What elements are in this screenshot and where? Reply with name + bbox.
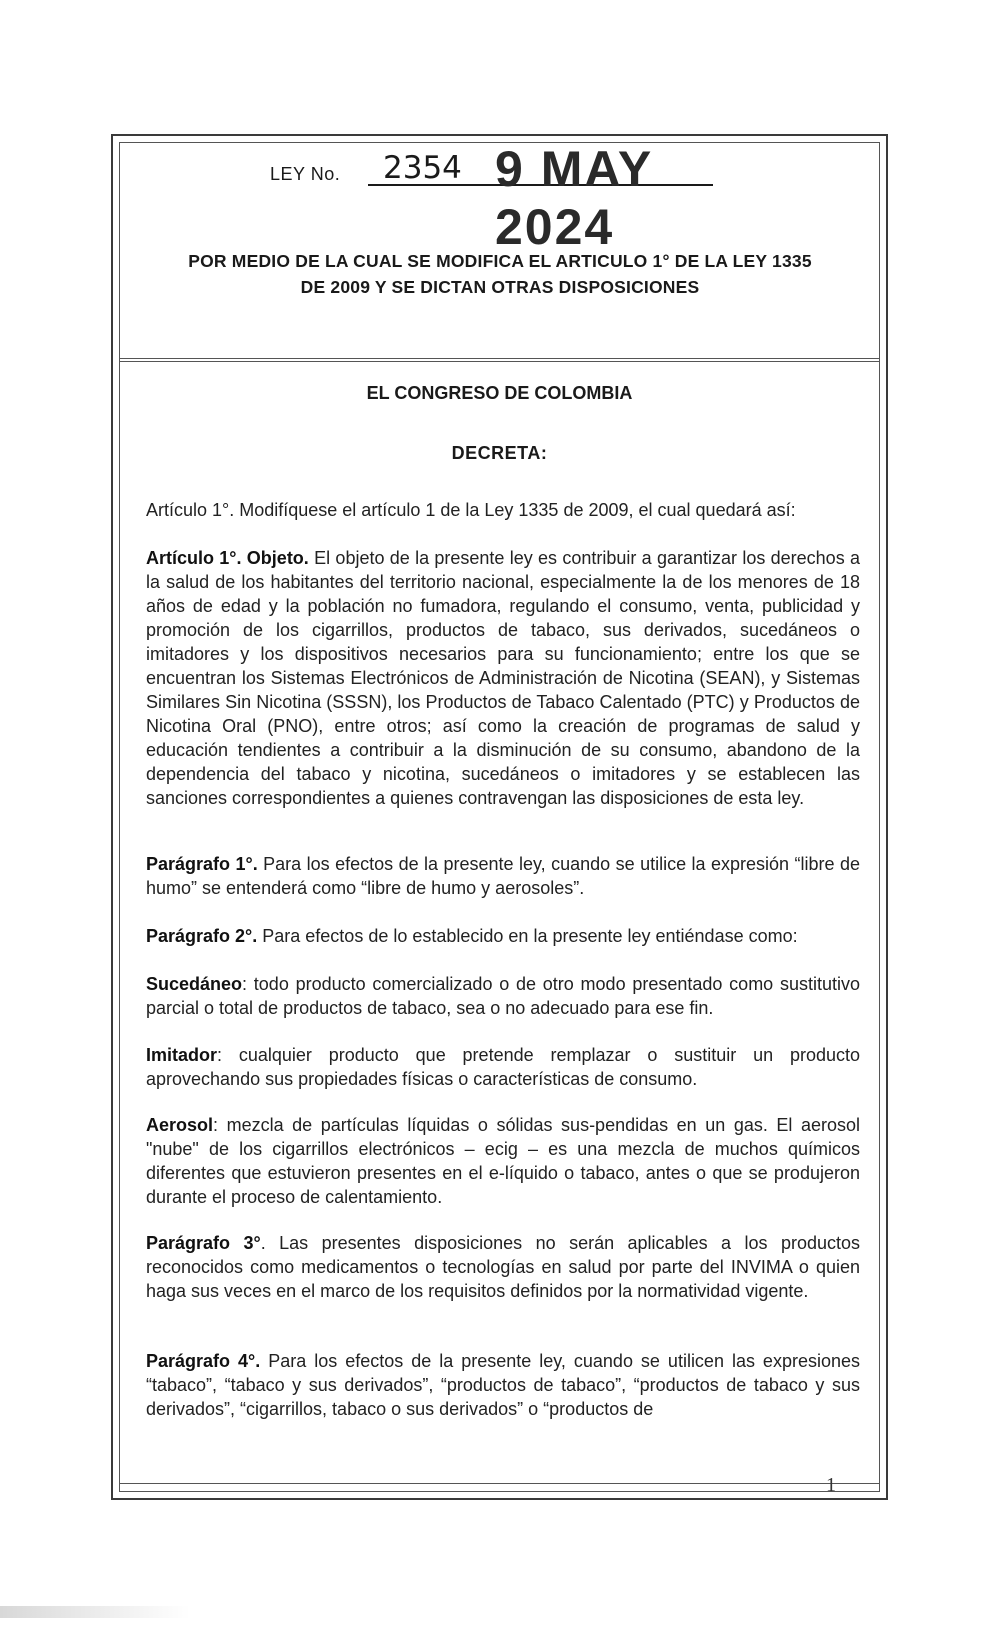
date-stamp: 9 MAY 2024 bbox=[495, 141, 653, 255]
congreso-heading: EL CONGRESO DE COLOMBIA bbox=[366, 383, 633, 403]
ley-header bbox=[270, 140, 730, 255]
ley-label: LEY No. bbox=[270, 164, 341, 184]
ley-number: 2354 bbox=[383, 150, 462, 186]
decreta-heading: DECRETA: bbox=[451, 443, 548, 463]
articulo-intro: Artículo 1°. Modifíquese el artículo 1 de la Ley 1335 de 2009, el cual quedará así: bbox=[146, 500, 796, 520]
articulo-1-paragraph bbox=[146, 546, 860, 810]
paragrafo-1 bbox=[146, 852, 860, 900]
definicion-aerosol bbox=[146, 1113, 860, 1209]
sucedaneo-heading: Sucedáneo bbox=[146, 974, 243, 994]
paragrafo-4 bbox=[146, 1349, 860, 1421]
paragrafo-2-text: Para efectos de lo establecido en la presente ley entiéndase como: bbox=[262, 926, 798, 946]
law-title-line-1: POR MEDIO DE LA CUAL SE MODIFICA EL ARTICULO 1° DE LA LEY 1335 bbox=[188, 251, 812, 271]
bottom-divider bbox=[119, 1483, 880, 1484]
definicion-imitador bbox=[146, 1043, 860, 1091]
sucedaneo-text: : todo producto comercializado o de otro modo presentado como sustitutivo parcial o total de productos de tabaco, sea o no adecuado para ese fin. bbox=[146, 974, 860, 1018]
page-number: 1 bbox=[826, 1474, 836, 1496]
paragrafo-3 bbox=[146, 1231, 860, 1303]
paragrafo-3-text: . Las presentes disposiciones no serán aplicables a los productos reconocidos como medicamentos o tecnologías en salud por parte del INVIMA o quien haga sus veces en el marco de los requisitos definidos por la normatividad vigente. bbox=[146, 1233, 860, 1301]
imitador-heading: Imitador bbox=[146, 1045, 218, 1065]
scan-artifact bbox=[0, 1606, 190, 1618]
paragrafo-2 bbox=[146, 924, 860, 948]
title-band-divider bbox=[119, 358, 880, 359]
title-band-divider-second bbox=[119, 361, 880, 362]
aerosol-heading: Aerosol bbox=[146, 1115, 214, 1135]
law-title bbox=[135, 248, 865, 300]
articulo-1-text: El objeto de la presente ley es contribuir a garantizar los derechos a la salud de los habitantes del territorio nacional, especialmente la de los menores de 18 años de edad y la población no fumadora, regulando el consumo, venta, publicidad y promoción de los cigarrillos, productos de tabaco, sus derivados, sucedáneos o imitadores y los dispositivos necesarios para su funcionamiento; entre los que se encuentran los Sistemas Electrónicos de Administración de Nicotina (SEAN), y Sistemas Similares Sin Nicotina (SSSN), los Productos de Tabaco Calentado (PTC) y Productos de Nicotina Oral (PNO), entre otros; así como la creación de programas de salud y educación tendientes a contribuir a la disminución de su consumo, abandono de la dependencia del tabaco y nicotina, sucedáneos o imitadores y se establecen las sanciones correspondientes a quienes contravengan las disposiciones de esta ley. bbox=[146, 548, 860, 808]
articulo-1-heading: Artículo 1°. Objeto. bbox=[146, 548, 309, 568]
paragrafo-1-text: Para los efectos de la presente ley, cuando se utilice la expresión “libre de humo” se entenderá como “libre de humo y aerosoles”. bbox=[146, 854, 860, 898]
paragrafo-1-heading: Parágrafo 1°. bbox=[146, 854, 258, 874]
paragrafo-3-heading: Parágrafo 3° bbox=[146, 1233, 261, 1253]
law-title-line-2: DE 2009 Y SE DICTAN OTRAS DISPOSICIONES bbox=[300, 277, 700, 297]
definicion-sucedaneo bbox=[146, 972, 860, 1020]
paragrafo-2-heading: Parágrafo 2°. bbox=[146, 926, 258, 946]
imitador-text: : cualquier producto que pretende remplazar o sustituir un producto aprovechando sus propiedades físicas o características de consumo. bbox=[146, 1045, 860, 1089]
paragrafo-4-heading: Parágrafo 4°. bbox=[146, 1351, 261, 1371]
paragrafo-4-text: Para los efectos de la presente ley, cuando se utilicen las expresiones “tabaco”, “tabaco y sus derivados”, “productos de tabaco”, “productos de tabaco y sus derivados”, “cigarrillos, tabaco o sus derivados” o “productos de bbox=[146, 1351, 860, 1419]
aerosol-text: : mezcla de partículas líquidas o sólidas sus-pendidas en un gas. El aerosol "nube" de los cigarrillos electrónicos – ecig – es una mezcla de muchos químicos diferentes que estuvieron presentes en el e-líquido o tabaco, antes o que se produjeron durante el proceso de calentamiento. bbox=[146, 1115, 860, 1207]
